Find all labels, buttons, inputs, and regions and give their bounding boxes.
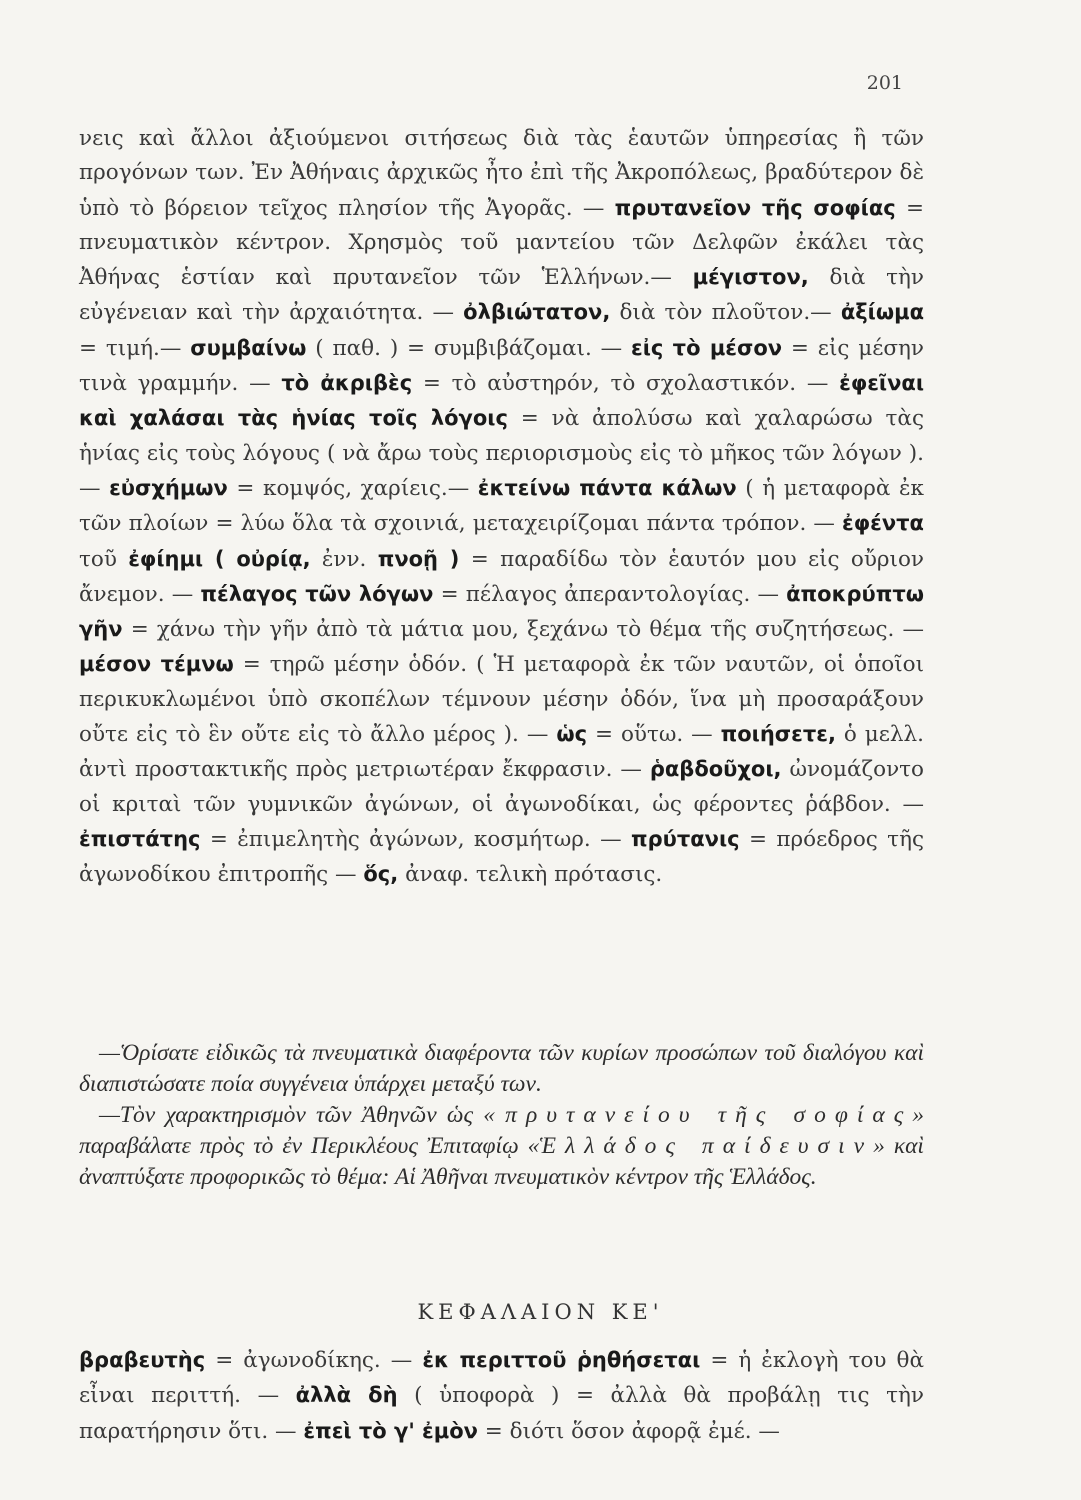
text-run: = οὕτω. —: [587, 722, 721, 748]
glossary-term: ἀλλὰ δὴ: [295, 1383, 398, 1408]
text-run: ἀναφ. τελικὴ πρότασις.: [398, 862, 663, 888]
text-run: = εἰς μέσην τινὰ γραμμήν. —: [79, 335, 925, 397]
glossary-term: ὡς: [556, 722, 588, 747]
glossary-term: συμβαίνω: [190, 335, 307, 360]
text-run: ὠνομάζοντο οἱ κριταὶ τῶν γυμνικῶν ἀγώνων, οἱ ἀγωνοδίκαι, ὡς φέροντες ῥάβδον. —: [79, 757, 924, 817]
text-run: ( ὑποφορὰ ) = ἀλλὰ θὰ προβάλῃ τις τὴν παρατήρησιν ὅτι. —: [79, 1383, 924, 1444]
glossary-term: τὸ ἀκριβὲς: [281, 371, 413, 396]
glossary-term: εὐσχήμων: [109, 475, 228, 500]
glossary-term: μέσον τέμνω: [79, 652, 234, 677]
exercises: [79, 1038, 924, 1193]
text-run: = παραδίδω τὸν ἑαυτόν μου εἰς οὔριον ἄνεμον. —: [79, 546, 924, 607]
text-run: = πνευματικὸν κέντρον. Χρησμὸς τοῦ μαντείου τῶν Δελφῶν ἐκάλει τὰς Ἀθήνας ἑστίαν καὶ πρυτανεῖον τῶν Ἑλλήνων.—: [79, 195, 924, 291]
glossary-term: ὀλβιώτατον,: [463, 300, 611, 325]
text-run: = πρόεδρος τῆς ἀγωνοδίκου ἐπιτροπῆς —: [79, 826, 924, 888]
text-run: ὁ μελλ. ἀντὶ προστακτικῆς πρὸς μετριωτέραν ἔκφρασιν. —: [79, 722, 924, 783]
text-run: —Τὸν χαρακτηρισμὸν τῶν Ἀθηνῶν ὡς «: [99, 1102, 506, 1128]
glossary-term: εἰς τὸ μέσον: [631, 335, 783, 360]
text-run: ( παθ. ) = συμβιβάζομαι. —: [306, 335, 632, 361]
glossary-term: ποιήσετε,: [720, 722, 836, 747]
glossary-term: βραβευτὴς: [79, 1348, 206, 1372]
text-run: » παραβάλατε πρὸς τὸ ἐν Περικλέους Ἐπιταφίῳ «: [79, 1102, 925, 1159]
glossary-term: ὅς,: [363, 862, 399, 887]
text-run: = χάνω τὴν γῆν ἀπὸ τὰ μάτια μου, ξεχάνω τὸ θέμα τῆς συζητήσεως. —: [122, 617, 924, 643]
text-run: = ἐπιμελητὴς ἀγώνων, κοσμήτωρ. —: [200, 826, 632, 852]
glossary-term: ἐφίημι ( οὐρίᾳ,: [128, 546, 311, 571]
spaced-phrase: Ἑλλάδος παίδευσιν: [539, 1133, 874, 1159]
glossary-term: πρυτανεῖον τῆς σοφίας: [614, 195, 896, 220]
chapter-heading: ΚΕΦΑΛΑΙΟΝ ΚΕ': [417, 1300, 664, 1324]
spaced-phrase: πρυτανείου τῆς σοφίας: [505, 1102, 913, 1128]
text-run: νεις καὶ ἄλλοι ἀξιούμενοι σιτήσεως διὰ τὰς ἑαυτῶν ὑπηρεσίας ἢ τῶν προγόνων των. Ἐν Ἀθήναις ἀρχικῶς ἦτο ἐπὶ τῆς Ἀκροπόλεως, βραδύτερον δὲ ὑπὸ τὸ βόρειον τεῖχος πλησίον τῆς Ἀγορᾶς. —: [79, 126, 924, 221]
glossary-term: πρύτανις: [631, 826, 740, 851]
text-run: ( ἡ μεταφορὰ ἐκ τῶν πλοίων = λύω ὅλα τὰ σχοινιά, μεταχειρίζομαι πάντα τρόπον. —: [79, 475, 924, 537]
text-run: ἐνν.: [310, 546, 378, 572]
glossary-term: πνοῇ ): [377, 546, 460, 571]
glossary-term: μέγιστον,: [692, 265, 809, 290]
text-run: = διότι ὅσον ἀφορᾷ ἐμέ. —: [477, 1418, 780, 1444]
glossary-term: ἐκτείνω πάντα κάλων: [477, 475, 737, 500]
text-run: = τηρῶ μέσην ὁδόν. ( Ἡ μεταφορὰ ἐκ τῶν ναυτῶν, οἱ ὁποῖοι περικυκλωμένοι ὑπὸ σκοπέλων τέμνουν μέσην ὁδόν, ἵνα μὴ προσαράξουν οὔτε εἰς τὸ ἓν οὔτε εἰς τὸ ἄλλο μέρος ). —: [79, 652, 925, 748]
text-run: » καὶ ἀναπτύξατε προφορικῶς τὸ θέμα: Αἱ Ἀθῆναι πνευματικὸν κέντρον τῆς Ἑλλάδος.: [79, 1133, 924, 1190]
text-run: διὰ τὸν πλοῦτον.—: [610, 300, 841, 326]
text-run: = ἀγωνοδίκης. —: [205, 1348, 423, 1373]
chapter-glossary: [79, 1343, 924, 1449]
text-run: = τιμή.—: [79, 335, 191, 361]
exercise-2: [79, 1100, 924, 1193]
text-run: = κομψός, χαρίεις.—: [227, 475, 478, 501]
text-run: τοῦ: [79, 546, 129, 572]
exercise-1: —Ὁρίσατε εἰδικῶς τὰ πνευματικὰ διαφέροντα τῶν κυρίων προσώπων τοῦ διαλόγου καὶ διαπιστώσατε ποία συγγένεια ὑπάρχει μεταξύ των.: [79, 1040, 924, 1097]
glossary-term: πέλαγος τῶν λόγων: [200, 581, 434, 606]
text-run: = τὸ αὐστηρόν, τὸ σχολαστικόν. —: [412, 371, 840, 397]
glossary-term: ἐπιστάτης: [79, 826, 201, 851]
glossary-term: ῥαβδοῦχοι,: [649, 757, 782, 782]
glossary-term: ἀξίωμα: [840, 300, 924, 325]
glossary-term: ἀποκρύπτω γῆν: [79, 581, 924, 642]
text-run: διὰ τὴν εὐγένειαν καὶ τὴν ἀρχαιότητα. —: [79, 265, 924, 326]
text-run: = πέλαγος ἀπεραντολογίας. —: [433, 581, 787, 607]
glossary-term: ἐφεῖναι καὶ χαλάσαι τὰς ἡνίας τοῖς λόγοις: [79, 371, 925, 431]
glossary-term: ἐκ περιττοῦ ῥηθήσεται: [422, 1348, 701, 1372]
glossary-paragraph: [79, 122, 924, 893]
text-run: = νὰ ἀπολύσω καὶ χαλαρώσω τὰς ἡνίας εἰς τοὺς λόγους ( νὰ ἄρω τοὺς περιορισμοὺς εἰς τὸ μῆκος τῶν λόγων ).—: [79, 406, 924, 501]
page-number: 201: [866, 72, 903, 94]
glossary-term: ἐφέντα: [842, 511, 924, 536]
glossary-term: ἐπεὶ τὸ γ' ἐμὸν: [303, 1418, 478, 1443]
text-run: = ἡ ἐκλογὴ του θὰ εἶναι περιττή. —: [79, 1348, 924, 1409]
